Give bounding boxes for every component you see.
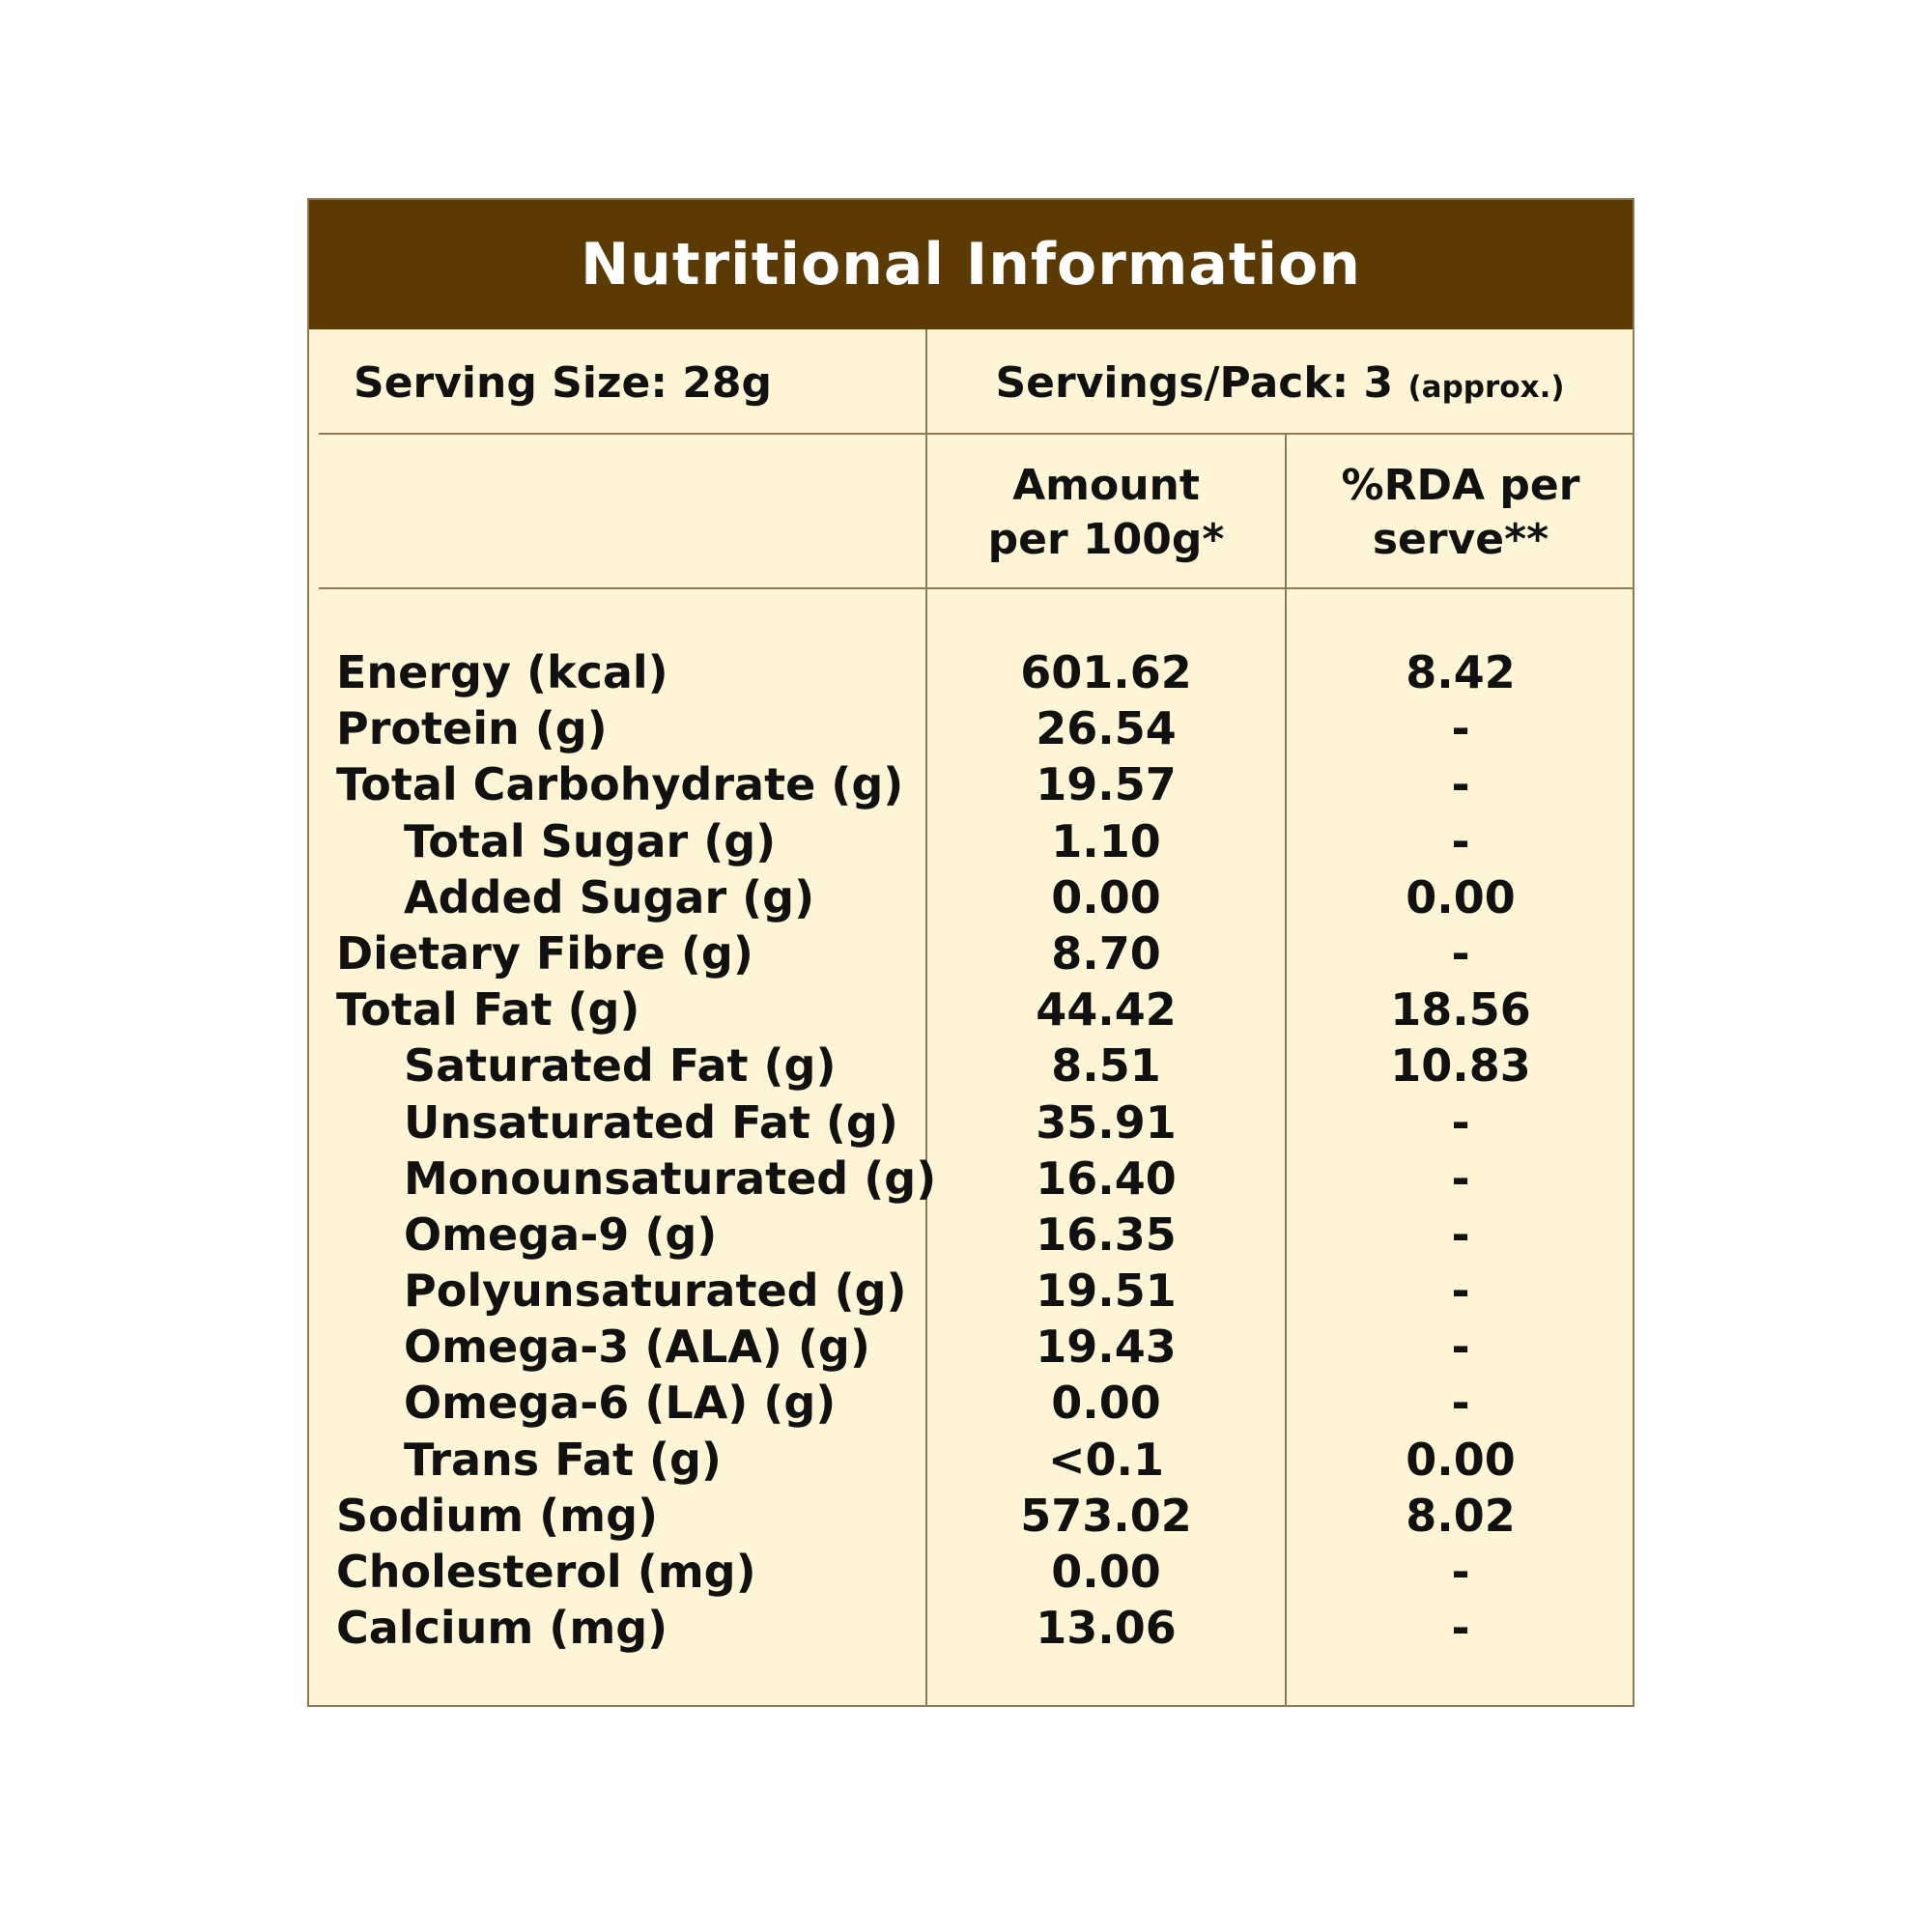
- nutrient-amount: 26.54: [1036, 702, 1177, 755]
- nutrient-name: Unsaturated Fat (g): [404, 1095, 898, 1149]
- table-row: [309, 1600, 1633, 1656]
- nutrient-amount: 44.42: [1036, 983, 1177, 1037]
- column-header-rda-line1: %RDA per: [1341, 461, 1580, 510]
- divider-horizontal-2: [319, 587, 1634, 589]
- servings-per-pack: [927, 355, 1633, 416]
- nutrient-amount: 16.40: [1036, 1151, 1177, 1205]
- nutrient-name: Total Carbohydrate (g): [336, 758, 904, 811]
- nutrient-rda: -: [1451, 1377, 1470, 1430]
- table-row: [309, 644, 1633, 700]
- servings-pack-label: Servings/Pack: 3: [995, 358, 1394, 408]
- nutrient-rda: 0.00: [1406, 870, 1516, 923]
- nutrient-rda: -: [1451, 1602, 1470, 1655]
- nutrient-name: Saturated Fat (g): [404, 1039, 837, 1093]
- nutrient-amount: 573.02: [1020, 1489, 1192, 1542]
- nutrition-panel: [307, 198, 1634, 1707]
- nutrient-name: Cholesterol (mg): [336, 1546, 756, 1598]
- nutrient-name: Total Sugar (g): [404, 814, 777, 867]
- nutrient-amount: 8.70: [1051, 926, 1161, 980]
- panel-title: Nutritional Information: [309, 200, 1633, 329]
- table-row: [309, 1207, 1633, 1263]
- table-row: [309, 869, 1633, 925]
- divider-horizontal-1: [319, 433, 1634, 435]
- nutrient-name: Dietary Fibre (g): [336, 926, 753, 980]
- column-header-amount: [927, 459, 1285, 567]
- nutrient-name: Sodium (mg): [336, 1489, 659, 1542]
- nutrient-amount: 13.06: [1036, 1602, 1177, 1655]
- nutrient-amount: <0.1: [1047, 1433, 1165, 1486]
- table-row: [309, 1094, 1633, 1151]
- nutrient-rda: 10.83: [1390, 1039, 1531, 1093]
- nutrient-amount: 19.57: [1036, 758, 1177, 811]
- table-row: [309, 1037, 1633, 1094]
- nutrient-name: Total Fat (g): [336, 983, 640, 1037]
- nutrient-name: Added Sugar (g): [404, 870, 815, 923]
- table-row: [309, 1432, 1633, 1488]
- nutrient-name: Protein (g): [336, 702, 608, 755]
- nutrient-amount: 0.00: [1051, 870, 1161, 923]
- nutrient-rda: -: [1451, 1546, 1470, 1598]
- table-row: [309, 1151, 1633, 1207]
- nutrient-amount: 1.10: [1051, 814, 1161, 867]
- nutrient-name: Omega-3 (ALA) (g): [404, 1321, 870, 1374]
- table-row: [309, 1263, 1633, 1319]
- column-header-rda-line2: serve**: [1372, 515, 1549, 564]
- nutrient-rda: 18.56: [1390, 983, 1531, 1037]
- nutrient-rda: 0.00: [1406, 1433, 1516, 1486]
- nutrient-rda: -: [1451, 926, 1470, 980]
- nutrient-rda: -: [1451, 1151, 1470, 1205]
- table-row: [309, 1375, 1633, 1431]
- table-row: [309, 1319, 1633, 1375]
- nutrient-amount: 19.43: [1036, 1321, 1177, 1374]
- table-row: [309, 981, 1633, 1037]
- nutrient-amount: 19.51: [1036, 1264, 1177, 1318]
- nutrient-amount: 0.00: [1051, 1546, 1161, 1598]
- table-row: [309, 700, 1633, 756]
- nutrient-amount: 8.51: [1051, 1039, 1161, 1093]
- table-row: [309, 1488, 1633, 1544]
- nutrient-rda: -: [1451, 1264, 1470, 1318]
- nutrient-amount: 0.00: [1051, 1377, 1161, 1430]
- column-header-amount-line1: Amount: [1012, 461, 1200, 510]
- nutrient-rda: -: [1451, 1095, 1470, 1149]
- nutrient-rda: -: [1451, 1208, 1470, 1261]
- nutrient-amount: 35.91: [1036, 1095, 1177, 1149]
- nutrient-name: Polyunsaturated (g): [404, 1264, 907, 1318]
- nutrient-name: Trans Fat (g): [404, 1433, 722, 1486]
- nutrient-table: [309, 644, 1633, 1656]
- nutrient-name: Omega-9 (g): [404, 1208, 718, 1261]
- column-header-amount-line2: per 100g*: [987, 515, 1225, 564]
- table-row: [309, 813, 1633, 869]
- nutrient-name: Energy (kcal): [336, 646, 668, 698]
- nutrient-amount: 16.35: [1036, 1208, 1177, 1261]
- serving-size: Serving Size: 28g: [354, 358, 772, 408]
- table-row: [309, 925, 1633, 981]
- nutrient-rda: 8.42: [1406, 646, 1516, 698]
- nutrient-name: Calcium (mg): [336, 1602, 668, 1655]
- servings-pack-note: (approx.): [1407, 370, 1565, 405]
- nutrient-amount: 601.62: [1020, 646, 1192, 698]
- nutrient-name: Monounsaturated (g): [404, 1151, 937, 1205]
- column-header-rda: [1287, 459, 1634, 567]
- table-row: [309, 756, 1633, 812]
- nutrient-rda: -: [1451, 1321, 1470, 1374]
- table-row: [309, 1544, 1633, 1600]
- nutrient-rda: -: [1451, 758, 1470, 811]
- nutrient-rda: 8.02: [1406, 1489, 1516, 1542]
- nutrient-rda: -: [1451, 814, 1470, 867]
- nutrient-rda: -: [1451, 702, 1470, 755]
- nutrient-name: Omega-6 (LA) (g): [404, 1377, 837, 1430]
